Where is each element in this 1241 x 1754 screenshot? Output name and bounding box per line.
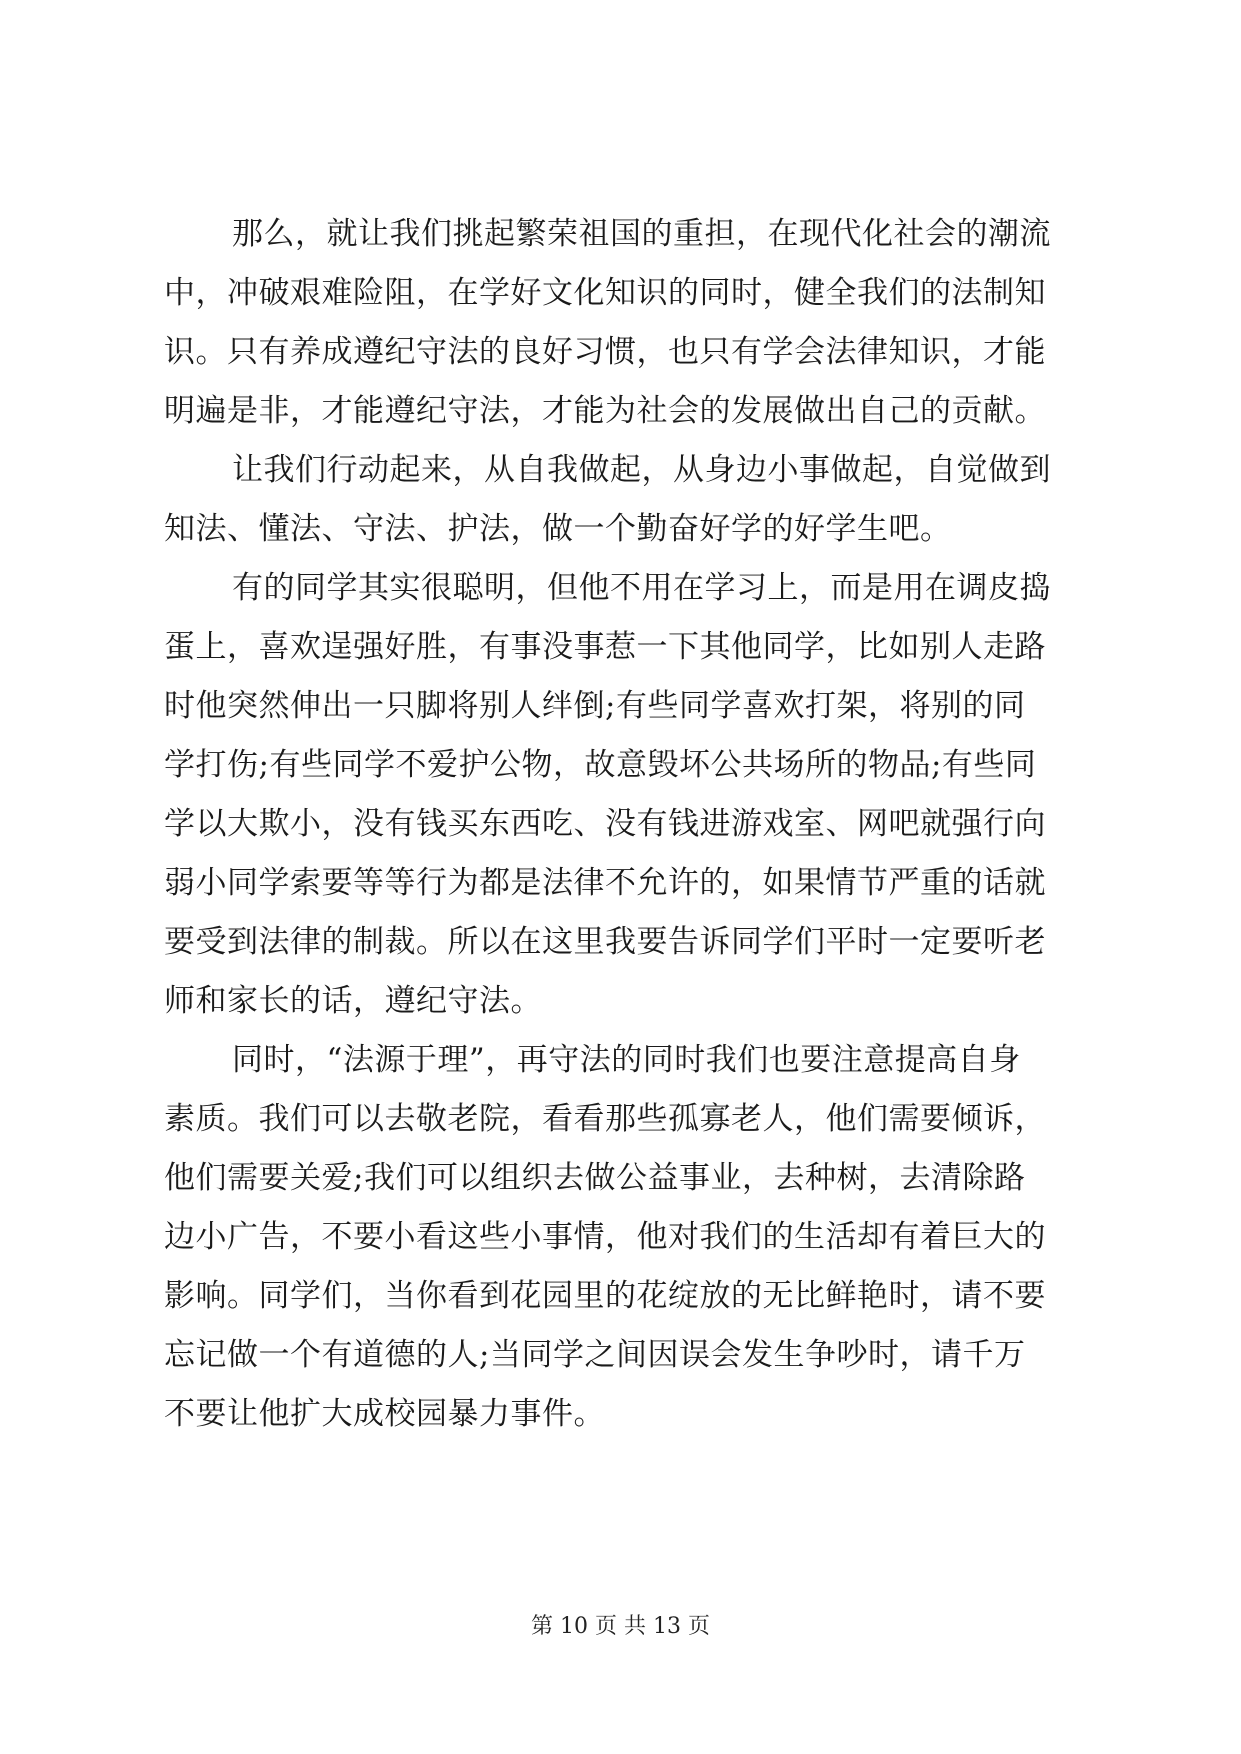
paragraph-line: 明遍是非，才能遵纪守法，才能为社会的发展做出自己的贡献。 <box>164 393 1046 429</box>
paragraph-line: 让我们行动起来，从自我做起，从身边小事做起，自觉做到 <box>232 452 1051 488</box>
paragraph-line: 弱小同学索要等等行为都是法律不允许的，如果情节严重的话就 <box>164 865 1046 901</box>
paragraph-line: 知法、懂法、守法、护法，做一个勤奋好学的好学生吧。 <box>164 511 952 547</box>
paragraph-line: 边小广告，不要小看这些小事情，他对我们的生活却有着巨大的 <box>164 1219 1046 1255</box>
paragraph-line: 要受到法律的制裁。所以在这里我要告诉同学们平时一定要听老 <box>164 924 1046 960</box>
paragraph-line: 时他突然伸出一只脚将别人绊倒;有些同学喜欢打架，将别的同 <box>164 688 1026 724</box>
paragraph-line: 有的同学其实很聪明，但他不用在学习上，而是用在调皮捣 <box>232 570 1051 606</box>
paragraph-line: 不要让他扩大成校园暴力事件。 <box>164 1396 605 1432</box>
paragraph-line: 同时，“法源于理”，再守法的同时我们也要注意提高自身 <box>232 1042 1021 1078</box>
paragraph-line: 忘记做一个有道德的人;当同学之间因误会发生争吵时，请千万 <box>164 1337 1026 1373</box>
paragraph-line: 他们需要关爱;我们可以组织去做公益事业，去种树，去清除路 <box>164 1160 1026 1196</box>
paragraph-line: 学打伤;有些同学不爱护公物，故意毁坏公共场所的物品;有些同 <box>164 747 1037 783</box>
page-footer: 第 10 页 共 13 页 <box>531 1614 710 1639</box>
paragraph-line: 那么，就让我们挑起繁荣祖国的重担，在现代化社会的潮流 <box>232 216 1051 252</box>
paragraph-line: 蛋上，喜欢逞强好胜，有事没事惹一下其他同学，比如别人走路 <box>164 629 1046 665</box>
paragraph-line: 中，冲破艰难险阻，在学好文化知识的同时，健全我们的法制知 <box>164 275 1046 311</box>
paragraph-line: 素质。我们可以去敬老院，看看那些孤寡老人，他们需要倾诉， <box>164 1101 1046 1137</box>
paragraph-line: 影响。同学们，当你看到花园里的花绽放的无比鲜艳时，请不要 <box>164 1278 1046 1314</box>
paragraph-line: 识。只有养成遵纪守法的良好习惯，也只有学会法律知识，才能 <box>164 334 1046 370</box>
paragraph-line: 学以大欺小，没有钱买东西吃、没有钱进游戏室、网吧就强行向 <box>164 806 1046 842</box>
paragraph-line: 师和家长的话，遵纪守法。 <box>164 983 542 1019</box>
